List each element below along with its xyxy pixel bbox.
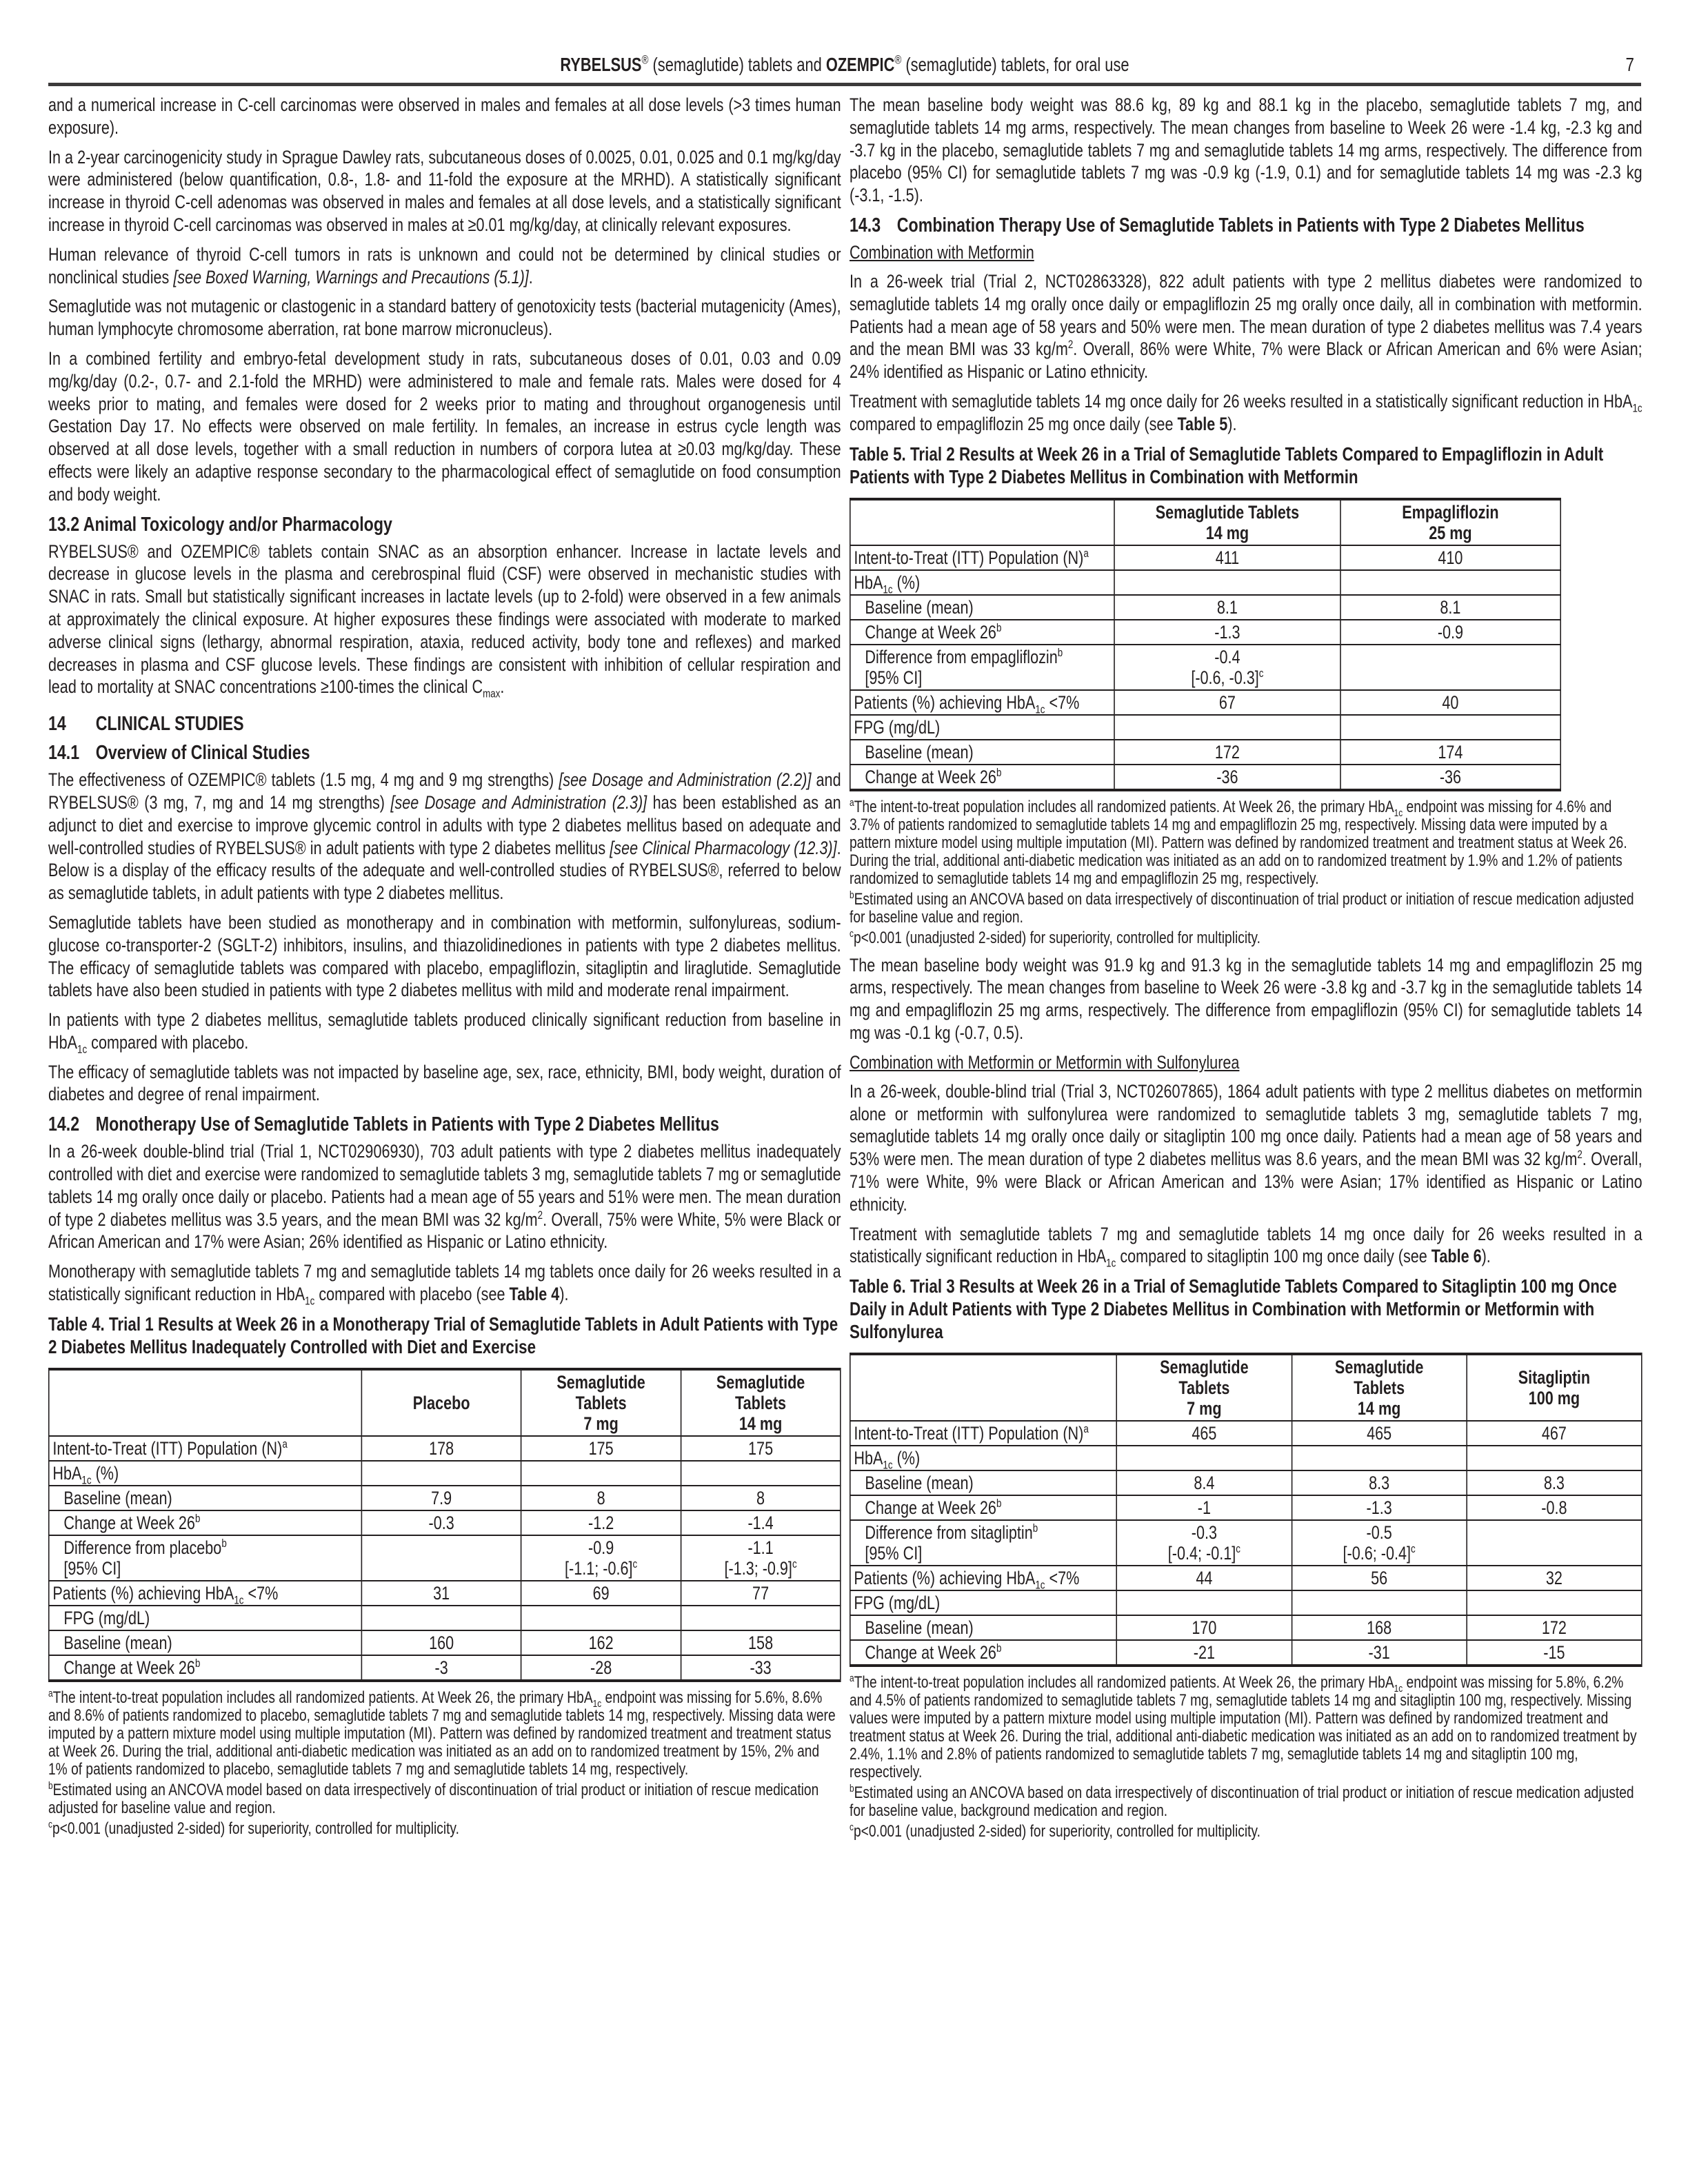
cross-reference[interactable]: [see Boxed Warning, Warnings and Precautions (5.1)]	[173, 266, 529, 287]
row-label: HbA$_{1c}$ (%)	[850, 1446, 1117, 1470]
column-header: Semaglutide Tablets 14 mg	[681, 1369, 840, 1436]
table-cell: -28	[521, 1655, 681, 1681]
header-cell-blank	[850, 499, 1114, 545]
table-cell	[1114, 570, 1340, 595]
table-row	[850, 595, 1560, 620]
row-label: Change at Week 26$^b$	[850, 620, 1114, 645]
cross-reference[interactable]: [see Dosage and Administration (2.3)]	[390, 791, 647, 813]
table-cell: 8.1	[1114, 595, 1340, 620]
table-cell: -3	[361, 1655, 521, 1681]
table-cell: 158	[681, 1630, 840, 1655]
row-label: Baseline (mean)	[850, 1615, 1117, 1640]
paragraph: The efficacy of semaglutide tablets was not impacted by baseline age, sex, race, ethnicity, BMI, body weight, duration of diabetes and degree of renal impairment.	[48, 1061, 841, 1105]
column-header: Sitagliptin 100 mg	[1467, 1354, 1642, 1421]
table-row	[49, 1486, 841, 1510]
row-label: Baseline (mean)	[49, 1630, 362, 1655]
table-cell	[681, 1461, 840, 1486]
table-cell: -0.8	[1467, 1495, 1642, 1520]
paragraph: Semaglutide tablets have been studied as monotherapy and in combination with metformin, sulfonylureas, sodium-glucose co-transporter-2 (SGLT-2) inhibitors, insulins, and thiazolidinediones in patients with type 2 diabetes mellitus. The efficacy of semaglutide tablets was compared with placebo, empagliflozin, sitagliptin and liraglutide. Semaglutide tablets have also been studied in patients with type 2 diabetes mellitus with mild and moderate renal impairment.	[48, 911, 841, 1001]
row-label: Baseline (mean)	[850, 1470, 1117, 1495]
table-cell: 467	[1467, 1421, 1642, 1446]
row-label: Baseline (mean)	[850, 740, 1114, 765]
table-cell	[521, 1606, 681, 1630]
table-row	[850, 570, 1560, 595]
row-label: Patients (%) achieving HbA$_{1c}$ <7%	[850, 690, 1114, 715]
column-header: Semaglutide Tablets 14 mg	[1114, 499, 1340, 545]
footnote: $^b$Estimated using an ANCOVA model based on data irrespectively of discontinuation of trial product or initiation of rescue medication adjusted for baseline value and region.	[48, 1780, 819, 1817]
row-label: Change at Week 26$^b$	[850, 1495, 1117, 1520]
row-label: Difference from placebo$^b$ [95% CI]	[49, 1535, 362, 1581]
table-row	[850, 645, 1560, 690]
section-heading-13-2: 13.2 Animal Toxicology and/or Pharmacology	[48, 513, 392, 536]
table-cell: 8.3	[1292, 1470, 1467, 1495]
table-row	[850, 1615, 1642, 1640]
table-cell	[361, 1535, 521, 1581]
table-6-caption: Table 6. Trial 3 Results at Week 26 in a Trial of Semaglutide Tablets Compared to Sitagliptin 100 mg Once Daily in Adult Patients with Type 2 Diabetes Mellitus in Combination with Metformin or Metformin with Sulfonylurea	[850, 1275, 1617, 1343]
table-cell: 44	[1116, 1566, 1292, 1590]
row-label: FPG (mg/dL)	[49, 1606, 362, 1630]
row-label: Change at Week 26$^b$	[49, 1655, 362, 1681]
footnote: $^b$Estimated using an ANCOVA based on data irrespectively of discontinuation of trial product or initiation of rescue medication adjusted for baseline value, background medication and region.	[850, 1783, 1634, 1821]
section-heading-14-3: 14.3 Combination Therapy Use of Semaglutide Tablets in Patients with Type 2 Diabetes Mellitus	[850, 214, 1585, 236]
table-reference[interactable]: Table 5	[1177, 413, 1228, 434]
row-label: Difference from sitagliptin$^b$ [95% CI]	[850, 1520, 1117, 1566]
table-cell: 465	[1116, 1421, 1292, 1446]
table-row	[49, 1535, 841, 1581]
table-cell: -33	[681, 1655, 840, 1681]
table-cell: 174	[1340, 740, 1561, 765]
table-reference[interactable]: Table 4	[509, 1284, 560, 1305]
table-cell	[1340, 570, 1561, 595]
table-6	[850, 1353, 1642, 1667]
table-6-footnotes	[850, 1674, 1642, 1841]
table-cell	[1116, 1590, 1292, 1615]
table-cell: -0.3	[361, 1510, 521, 1535]
table-row	[850, 1495, 1642, 1520]
row-label: FPG (mg/dL)	[850, 715, 1114, 740]
table-cell: 160	[361, 1630, 521, 1655]
row-label: Intent-to-Treat (ITT) Population $(N)^a$	[850, 545, 1114, 570]
paragraph: Treatment with semaglutide tablets 7 mg and semaglutide tablets 14 mg once daily for 26 weeks resulted in a statistically significant reduction in HbA$_{1c}$ compared to sitagliptin 100 mg once daily (see Table 6).	[850, 1223, 1642, 1270]
footnote: $^c$p<0.001 (unadjusted 2-sided) for superiority, controlled for multiplicity.	[850, 1822, 1260, 1841]
table-cell	[361, 1606, 521, 1630]
paragraph: The effectiveness of OZEMPIC® tablets (1.5 mg, 4 mg and 9 mg strengths) [see Dosage and Administration (2.2)] and RYBELSUS® (3 mg, 7, mg and 14 mg strengths) [see Dosage and Administration (2.3)] has been established as an adjunct to diet and exercise to improve glycemic control in adults with type 2 diabetes mellitus based on adequate and well-controlled studies of RYBELSUS® in adult patients with type 2 diabetes mellitus [see Clinical Pharmacology (12.3)]. Below is a display of the efficacy results of the adequate and well-controlled studies of RYBELSUS®, referred to below as semaglutide tablets, in adult patients with type 2 diabetes mellitus.	[48, 769, 841, 904]
row-label: Change at Week 26$^b$	[49, 1510, 362, 1535]
table-cell	[361, 1461, 521, 1486]
table-row	[49, 1630, 841, 1655]
table-cell: 8.4	[1116, 1470, 1292, 1495]
row-label: Patients (%) achieving HbA$_{1c}$ <7%	[850, 1566, 1117, 1590]
table-cell	[1114, 715, 1340, 740]
table-row	[850, 715, 1560, 740]
header-title: RYBELSUS® (semaglutide) tablets and OZEMPIC® (semaglutide) tablets, for oral use	[560, 52, 1129, 75]
row-label: Change at Week 26$^b$	[850, 765, 1114, 790]
table-cell: 8.3	[1467, 1470, 1642, 1495]
table-cell	[1340, 645, 1561, 690]
table-cell	[1292, 1590, 1467, 1615]
section-heading-14-1: 14.1 Overview of Clinical Studies	[48, 742, 310, 765]
paragraph: In a combined fertility and embryo-fetal development study in rats, subcutaneous doses of 0.01, 0.03 and 0.09 mg/kg/day (0.2-, 0.7- and 2.1-fold the MRHD) were administered to male and female rats. Males were dosed for 4 weeks prior to mating, and females were dosed for 2 weeks prior to mating and throughout organogenesis until Gestation Day 17. No effects were observed on male fertility. In females, an increase in estrus cycle length was observed at all dose levels, together with a small reduction in numbers of corpora lutea at ≥0.03 mg/kg/day. These effects were likely an adaptive response secondary to the pharmacological effect of semaglutide on food consumption and body weight.	[48, 347, 841, 505]
header-rule	[48, 83, 1641, 86]
row-label: Intent-to-Treat (ITT) Population $(N)^a$	[49, 1436, 362, 1461]
table-cell: 411	[1114, 545, 1340, 570]
table-cell: 162	[521, 1630, 681, 1655]
table-row	[49, 1436, 841, 1461]
footnote: $^a$The intent-to-treat population includes all randomized patients. At Week 26, the primary HbA$_{1c}$ endpoint was missing for 5.6%, 8.6% and 8.6% of patients randomized to placebo, semaglutide tablets 7 mg and semaglutide tablets 14 mg, respectively. Missing data were imputed by a pattern mixture model using multiple imputation (MI). Pattern was defined by randomized treatment and treatment status at Week 26. During the trial, additional anti-diabetic medication was initiated as an add on to randomized treatment by 15%, 2% and 1% of patients randomized to placebo, semaglutide tablets 7 mg and semaglutide tablets 14 mg, respectively.	[48, 1688, 836, 1779]
header-cell-blank	[49, 1369, 362, 1436]
table-row	[49, 1510, 841, 1535]
table-cell: 175	[681, 1436, 840, 1461]
table-cell: -1	[1116, 1495, 1292, 1520]
table-4	[48, 1368, 841, 1682]
row-label: Intent-to-Treat (ITT) Population $(N)^a$	[850, 1421, 1117, 1446]
paragraph: In patients with type 2 diabetes mellitus, semaglutide tablets produced clinically significant reduction from baseline in HbA$_{1c}$ compared with placebo.	[48, 1009, 841, 1056]
paragraph: The mean baseline body weight was 91.9 kg and 91.3 kg in the semaglutide tablets 14 mg and empagliflozin 25 mg arms, respectively. The mean changes from baseline to Week 26 were -3.8 kg and -3.7 kg in the semaglutide tablets 14 mg and empagliflozin 25 mg arms, respectively. The difference from empagliflozin (95% CI) for semaglutide tablets 14 mg was -0.1 kg (-0.7, 0.5).	[850, 954, 1642, 1043]
row-label: Change at Week 26$^b$	[850, 1640, 1117, 1666]
table-reference[interactable]: Table 6	[1431, 1246, 1482, 1267]
paragraph: In a 26-week trial (Trial 2, NCT02863328), 822 adult patients with type 2 mellitus diabetes were randomized to semaglutide tablets 14 mg orally once daily or empagliflozin 25 mg orally once daily, all in combination with metformin. Patients had a mean age of 58 years and 50% were men. The mean duration of type 2 diabetes mellitus was 7.4 years and the mean BMI was 33 $kg/m^2$. Overall, 86% were White, 7% were Black or African American and 6% were Asian; 24% identified as Hispanic or Latino ethnicity.	[850, 270, 1642, 383]
table-4-caption: Table 4. Trial 1 Results at Week 26 in a Monotherapy Trial of Semaglutide Tablets in Adult Patients with Type 2 Diabetes Mellitus Inadequately Controlled with Diet and Exercise	[48, 1313, 838, 1357]
table-cell: -1.3	[1292, 1495, 1467, 1520]
subsection-combination-metformin-sulfonylurea: Combination with Metformin or Metformin with Sulfonylurea	[850, 1051, 1240, 1073]
table-cell: -1.1 [-1.3; -0.9]$^c$	[681, 1535, 840, 1581]
paragraph: Monotherapy with semaglutide tablets 7 mg and semaglutide tablets 14 mg tablets once daily for 26 weeks resulted in a statistically significant reduction in HbA$_{1c}$ compared with placebo (see Table 4).	[48, 1261, 841, 1308]
table-cell: -36	[1340, 765, 1561, 790]
table-cell: 8	[681, 1486, 840, 1510]
table-cell: 56	[1292, 1566, 1467, 1590]
table-cell	[1467, 1590, 1642, 1615]
subsection-combination-metformin: Combination with Metformin	[850, 241, 1034, 263]
paragraph: In a 26-week double-blind trial (Trial 1, NCT02906930), 703 adult patients with type 2 diabetes mellitus inadequately controlled with diet and exercise were randomized to semaglutide tablets 3 mg, semaglutide tablets 7 mg or semaglutide tablets 14 mg orally once daily or placebo. Patients had a mean age of 55 years and 51% were men. The mean duration of type 2 diabetes mellitus was 3.5 years, and the mean BMI was 32 $kg/m^2$. Overall, 75% were White, 5% were Black or African American and 17% were Asian; 26% identified as Hispanic or Latino ethnicity.	[48, 1141, 841, 1253]
table-cell: -0.9	[1340, 620, 1561, 645]
paragraph: In a 2-year carcinogenicity study in Sprague Dawley rats, subcutaneous doses of 0.0025, 0.01, 0.025 and 0.1 mg/kg/day were administered (below quantification, 0.8-, 1.8- and 11-fold the exposure at the MRHD). A statistically significant increase in thyroid C-cell adenomas was observed in males and females at all dose levels, and a statistically significant increase in thyroid C-cell carcinomas was observed in males at ≥0.01 mg/kg/day, at clinically relevant exposures.	[48, 146, 841, 235]
running-header	[48, 52, 1641, 80]
column-header: Semaglutide Tablets 14 mg	[1292, 1354, 1467, 1421]
footnote: $^c$p<0.001 (unadjusted 2-sided) for superiority, controlled for multiplicity.	[850, 928, 1260, 947]
table-cell: -1.2	[521, 1510, 681, 1535]
table-row	[850, 620, 1560, 645]
table-cell: 175	[521, 1436, 681, 1461]
column-header: Semaglutide Tablets 7 mg	[1116, 1354, 1292, 1421]
table-row	[850, 1640, 1642, 1666]
table-row	[850, 1421, 1642, 1446]
row-label: Baseline (mean)	[850, 595, 1114, 620]
table-cell: -0.3 [-0.4; -0.1]$^c$	[1116, 1520, 1292, 1566]
header-cell-blank	[850, 1354, 1117, 1421]
section-heading-14-2: 14.2 Monotherapy Use of Semaglutide Tablets in Patients with Type 2 Diabetes Mellitus	[48, 1113, 719, 1136]
table-cell	[1467, 1520, 1642, 1566]
table-cell	[1340, 715, 1561, 740]
row-label: Baseline (mean)	[49, 1486, 362, 1510]
right-column	[850, 94, 1688, 1843]
row-label: HbA$_{1c}$ (%)	[850, 570, 1114, 595]
paragraph: Treatment with semaglutide tablets 14 mg once daily for 26 weeks resulted in a statistically significant reduction in HbA$_{1c}$ compared to empagliflozin 25 mg once daily (see Table 5).	[850, 390, 1642, 434]
column-header: Semaglutide Tablets 7 mg	[521, 1369, 681, 1436]
table-cell: 172	[1467, 1615, 1642, 1640]
table-row	[850, 1566, 1642, 1590]
table-cell: 32	[1467, 1566, 1642, 1590]
table-cell: 8	[521, 1486, 681, 1510]
table-cell: -0.4 [-0.6, -0.3]$^c$	[1114, 645, 1340, 690]
table-cell: -0.5 [-0.6; -0.4]$^c$	[1292, 1520, 1467, 1566]
table-cell	[1467, 1446, 1642, 1470]
table-row	[850, 740, 1560, 765]
table-row	[49, 1606, 841, 1630]
table-row	[850, 545, 1560, 570]
table-5-footnotes	[850, 798, 1642, 947]
cross-reference[interactable]: [see Dosage and Administration (2.2)]	[559, 769, 812, 791]
column-header: Placebo	[361, 1369, 521, 1436]
table-row	[49, 1581, 841, 1606]
row-label: Patients (%) achieving HbA$_{1c}$ <7%	[49, 1581, 362, 1606]
table-cell: 7.9	[361, 1486, 521, 1510]
column-header: Empagliflozin 25 mg	[1340, 499, 1561, 545]
row-label: FPG (mg/dL)	[850, 1590, 1117, 1615]
paragraph: Semaglutide was not mutagenic or clastogenic in a standard battery of genotoxicity tests (bacterial mutagenicity (Ames), human lymphocyte chromosome aberration, rat bone marrow micronucleus).	[48, 296, 841, 340]
table-row	[49, 1461, 841, 1486]
table-cell: -21	[1116, 1640, 1292, 1666]
table-cell: 178	[361, 1436, 521, 1461]
table-cell: -0.9 [-1.1; -0.6]$^c$	[521, 1535, 681, 1581]
table-4-footnotes	[48, 1689, 841, 1838]
table-row	[850, 690, 1560, 715]
table-cell: 168	[1292, 1615, 1467, 1640]
brand-ozempic: OZEMPIC	[825, 54, 895, 75]
table-cell: 40	[1340, 690, 1561, 715]
table-cell: 69	[521, 1581, 681, 1606]
paragraph: In a 26-week, double-blind trial (Trial 3, NCT02607865), 1864 adult patients with type 2 mellitus diabetes on metformin alone or metformin with sulfonylurea were randomized to semaglutide tablets 3 mg, semaglutide tablets 7 mg, semaglutide tablets 14 mg orally once daily or sitagliptin 100 mg once daily. Patients had a mean age of 58 years and 53% were men. The mean duration of type 2 diabetes mellitus was 8.6 years, and the mean BMI was 32 $kg/m^2$. Overall, 71% were White, 9% were Black or African American and 13% were Asian; 17% identified as Hispanic or Latino ethnicity.	[850, 1080, 1642, 1215]
row-label: Difference from empagliflozin$^b$ [95% CI]	[850, 645, 1114, 690]
table-cell	[681, 1606, 840, 1630]
table-5-caption: Table 5. Trial 2 Results at Week 26 in a Trial of Semaglutide Tablets Compared to Empagliflozin in Adult Patients with Type 2 Diabetes Mellitus in Combination with Metformin	[850, 443, 1604, 487]
table-cell	[521, 1461, 681, 1486]
cross-reference[interactable]: [see Clinical Pharmacology (12.3)]	[610, 837, 837, 858]
brand-rybelsus: RYBELSUS	[560, 54, 642, 75]
table-cell: 31	[361, 1581, 521, 1606]
table-row	[850, 1446, 1642, 1470]
table-row	[850, 765, 1560, 790]
table-cell: 67	[1114, 690, 1340, 715]
table-cell: -15	[1467, 1640, 1642, 1666]
table-5	[850, 498, 1561, 791]
table-row	[850, 1520, 1642, 1566]
paragraph: The mean baseline body weight was 88.6 kg, 89 kg and 88.1 kg in the placebo, semaglutide tablets 7 mg, and semaglutide tablets 14 mg arms, respectively. The mean changes from baseline to Week 26 were -1.4 kg, -2.3 kg and -3.7 kg in the placebo, semaglutide tablets 7 mg and semaglutide tablets 14 mg arms, respectively. The difference from placebo (95% CI) for semaglutide tablets 7 mg was -0.9 kg (-1.9, 0.1) and for semaglutide tablets 14 mg was -2.3 kg (-3.1, -1.5).	[850, 94, 1642, 206]
table-cell: 465	[1292, 1421, 1467, 1446]
table-cell: -1.4	[681, 1510, 840, 1535]
footnote: $^a$The intent-to-treat population includes all randomized patients. At Week 26, the primary HbA$_{1c}$ endpoint was missing for 5.8%, 6.2% and 4.5% of patients randomized to semaglutide tablets 7 mg, semaglutide tablets 14 mg and sitagliptin 100 mg, respectively. Missing values were imputed by a pattern mixture model using multiple imputation (MI). Pattern was defined by randomized treatment and treatment status at Week 26. During the trial, additional anti-diabetic medication was initiated as an add on to randomized treatment by 2.4%, 1.1% and 2.8% of patients randomized to semaglutide tablets 7 mg, semaglutide tablets 14 mg and sitagliptin 100 mg, respectively.	[850, 1673, 1637, 1782]
row-label: HbA$_{1c}$ (%)	[49, 1461, 362, 1486]
table-cell: -36	[1114, 765, 1340, 790]
table-cell	[1292, 1446, 1467, 1470]
table-cell: -31	[1292, 1640, 1467, 1666]
section-heading-14: 14 CLINICAL STUDIES	[48, 713, 244, 736]
table-cell: -1.3	[1114, 620, 1340, 645]
footnote: $^b$Estimated using an ANCOVA based on data irrespectively of discontinuation of trial product or initiation of rescue medication adjusted for baseline value and region.	[850, 889, 1634, 927]
table-cell: 410	[1340, 545, 1561, 570]
table-row	[49, 1655, 841, 1681]
table-row	[850, 1470, 1642, 1495]
table-cell	[1116, 1446, 1292, 1470]
paragraph: Human relevance of thyroid C-cell tumors in rats is unknown and could not be determined by clinical studies or nonclinical studies [see Boxed Warning, Warnings and Precautions (5.1)].	[48, 243, 841, 287]
paragraph: and a numerical increase in C-cell carcinomas were observed in males and females at all dose levels (>3 times human exposure).	[48, 94, 841, 138]
table-cell: 77	[681, 1581, 840, 1606]
footnote: $^c$p<0.001 (unadjusted 2-sided) for superiority, controlled for multiplicity.	[48, 1819, 459, 1838]
paragraph: RYBELSUS® and OZEMPIC® tablets contain SNAC as an absorption enhancer. Increase in lactate levels and decrease in glucose levels in the plasma and cerebrospinal fluid (CSF) were observed in mechanistic studies with SNAC in rats. Small but statistically significant increases in lactate levels (up to 2-fold) were observed in a few animals at approximately the clinical exposure. At higher exposures these findings were associated with moderate to marked adverse clinical signs (lethargy, abnormal respiration, ataxia, reduced activity, body tone and reflexes) and marked decreases in plasma and CSF glucose levels. These findings are consistent with inhibition of cellular respiration and lead to mortality at SNAC concentrations ≥100-times the clinical $C_{max}$.	[48, 540, 841, 700]
table-cell: 8.1	[1340, 595, 1561, 620]
table-cell: 170	[1116, 1615, 1292, 1640]
page-number: 7	[1625, 54, 1635, 75]
footnote: $^a$The intent-to-treat population includes all randomized patients. At Week 26, the primary HbA$_{1c}$ endpoint was missing for 4.6% and 3.7% of patients randomized to semaglutide tablets 14 mg and empagliflozin 25 mg, respectively. Missing data were imputed by a pattern mixture model using multiple imputation (MI). Pattern was defined by randomized treatment and treatment status at Week 26. During the trial, additional anti-diabetic medication was initiated as an add on to randomized treatment by 1.9% and 1.2% of patients randomized to semaglutide tablets 14 mg and empagliflozin 25 mg, respectively.	[850, 797, 1627, 888]
table-row	[850, 1590, 1642, 1615]
table-cell: 172	[1114, 740, 1340, 765]
